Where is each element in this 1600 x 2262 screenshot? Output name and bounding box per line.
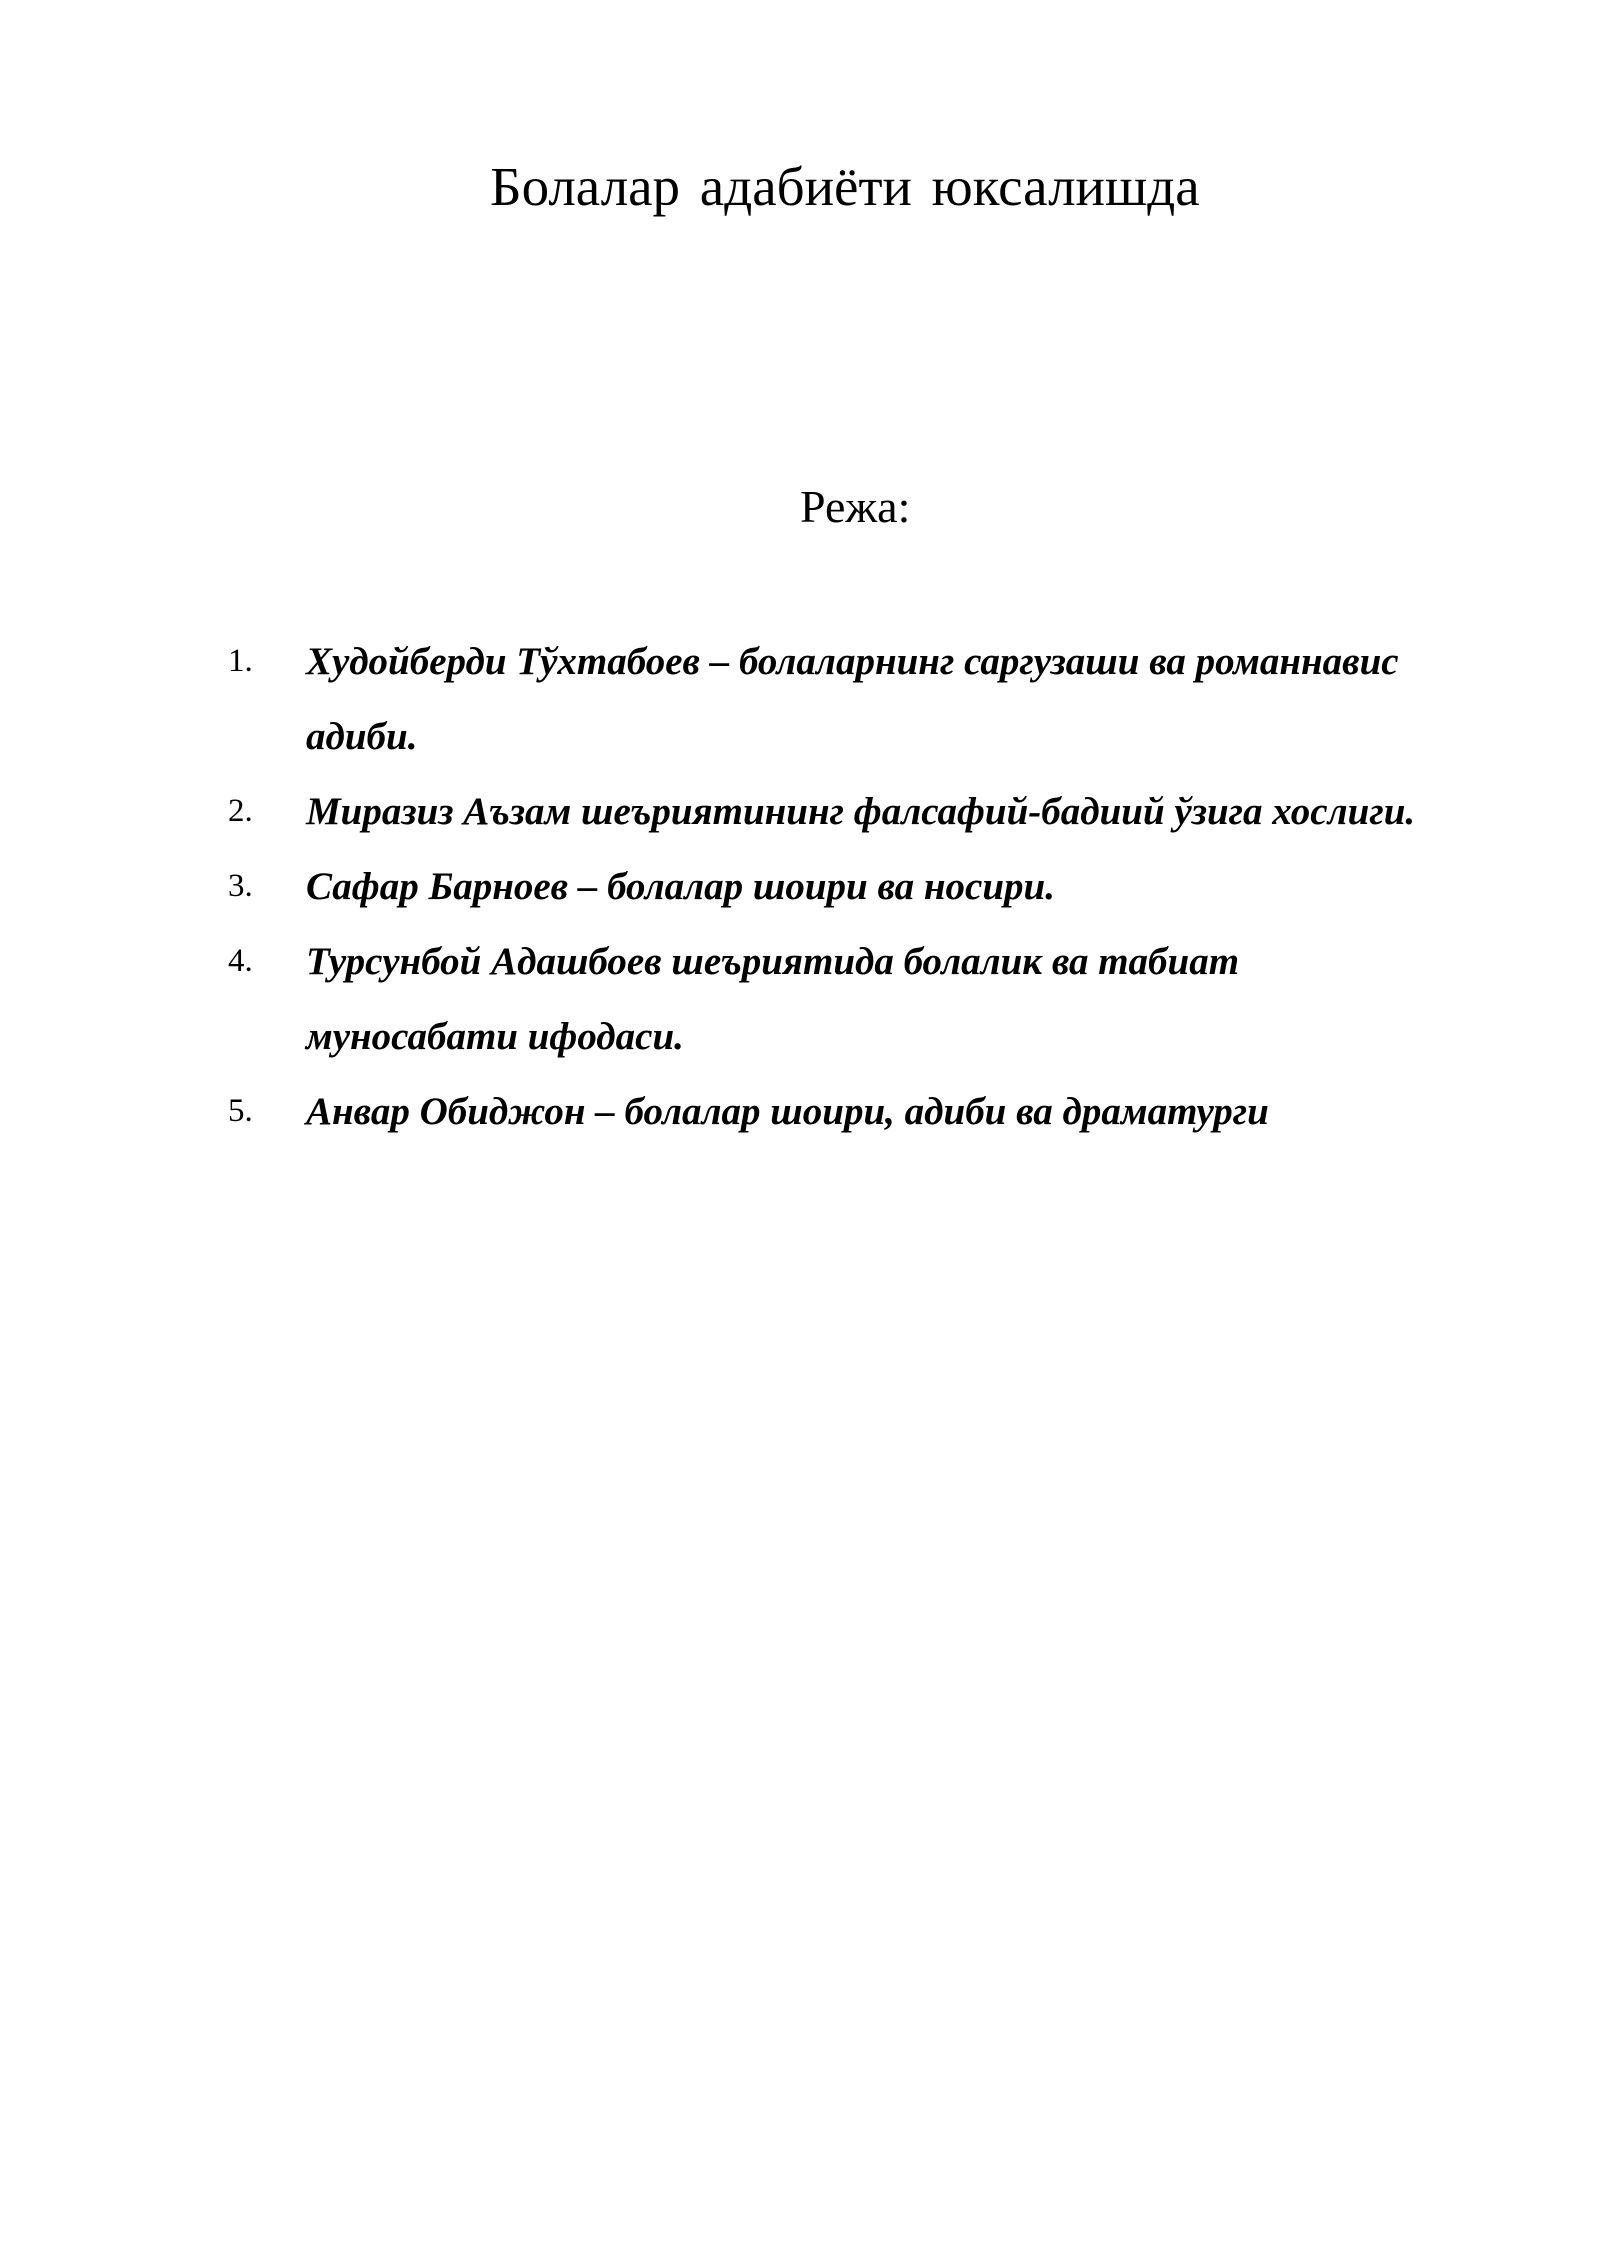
plan-item-number: 2.: [228, 793, 253, 829]
plan-item: [228, 624, 1428, 774]
plan-item-number: 5.: [228, 1093, 253, 1129]
plan-item-text: Сафар Барноев – болалар шоири ва носири.: [306, 865, 1055, 908]
plan-item-number: 1.: [228, 643, 253, 679]
document-title: Болалар адабиёти юксалишда: [490, 156, 1200, 217]
plan-item: [228, 1074, 1428, 1149]
plan-item: [228, 774, 1428, 849]
plan-heading: Режа:: [800, 481, 911, 532]
plan-item-text: Миразиз Аъзам шеъриятининг фалсафий-бадиий ўзига хослиги.: [306, 790, 1416, 833]
plan-item-text: Турсунбой Адашбоев шеъриятида болалик ва табиат муносабати ифодаси.: [306, 940, 1240, 1058]
plan-item-number: 3.: [228, 868, 253, 904]
plan-item-number: 4.: [228, 943, 253, 979]
plan-item: [228, 849, 1428, 924]
plan-list: [228, 624, 1428, 1149]
plan-item-text: Худойберди Тўхтабоев – болаларнинг саргузаши ва романнавис адиби.: [306, 640, 1399, 758]
plan-item-text: Анвар Обиджон – болалар шоири, адиби ва драматурги: [306, 1090, 1269, 1133]
plan-item: [228, 924, 1428, 1074]
